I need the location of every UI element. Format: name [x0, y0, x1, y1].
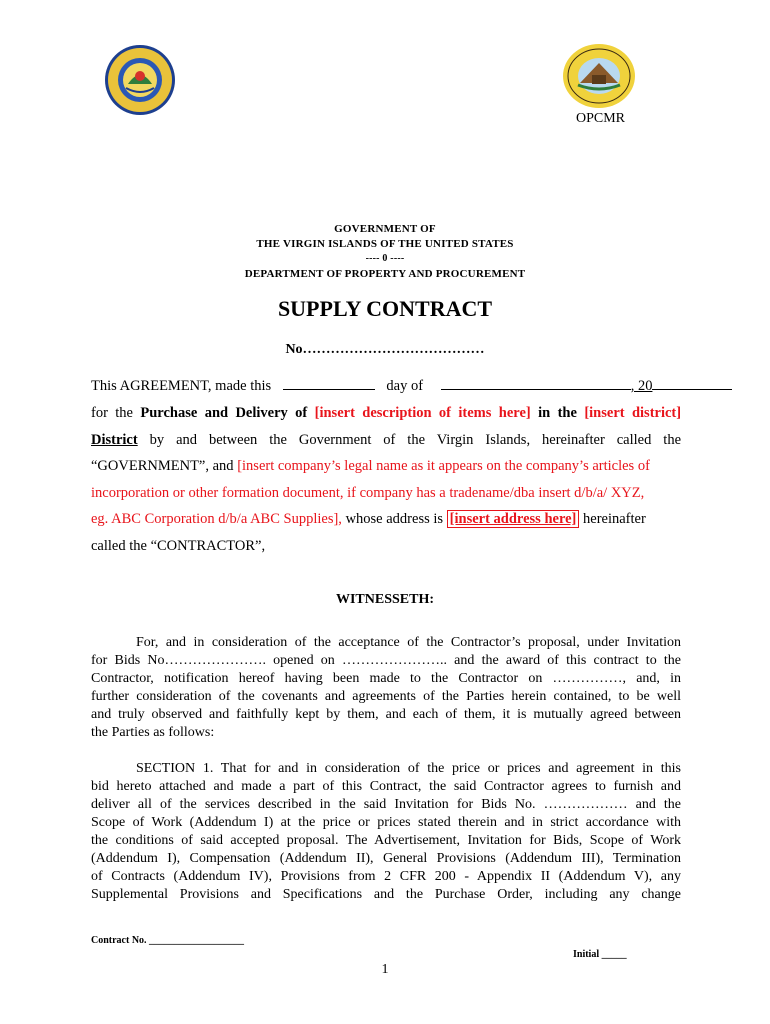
government-seal-icon: [104, 44, 176, 116]
witnesseth-heading: WITNESSETH:: [335, 592, 435, 607]
header-line-territory: THE VIRGIN ISLANDS OF THE UNITED STATES: [256, 238, 514, 250]
agreement-line-1: [91, 378, 681, 395]
agreement-text: for the: [91, 405, 133, 421]
paragraph-line: the conditions of said accepted proposal. The Advertisement, Invitation for Bids, Scope of Work: [91, 833, 681, 848]
address-placeholder[interactable]: [insert address here]: [447, 510, 580, 528]
contract-number-line: No…………………………………: [285, 342, 485, 357]
agreement-line-4: [91, 458, 681, 475]
agreement-text: This AGREEMENT, made this: [91, 378, 272, 394]
day-blank[interactable]: [283, 389, 375, 390]
paragraph-line: (Addendum I), Compensation (Addendum II), General Provisions (Addendum III), Termination: [91, 851, 681, 866]
items-description-placeholder[interactable]: [insert description of items here]: [314, 405, 531, 421]
district-placeholder[interactable]: [insert district]: [584, 405, 682, 421]
footer-initial: Initial _____: [573, 949, 627, 960]
company-name-placeholder-end[interactable]: eg. ABC Corporation d/b/a ABC Supplies],: [91, 511, 342, 527]
paragraph-line: Contractor, notification hereof having been made to the Contractor on ……………, and, in: [91, 671, 681, 686]
footer-contract-number: Contract No. ___________________: [91, 935, 245, 946]
paragraph-line: of Contracts (Addendum IV), Provisions from 2 CFR 200 - Appendix II (Addendum V), any: [91, 869, 681, 884]
month-blank[interactable]: [441, 389, 631, 390]
district-label: District: [91, 432, 138, 448]
agreement-line-5: [91, 485, 681, 502]
paragraph-line: for Bids No…………………. opened on ………………….. and the award of this contract to the: [91, 653, 681, 668]
document-title: SUPPLY CONTRACT: [277, 296, 493, 321]
paragraph-line: further consideration of the covenants and agreements of the Parties herein contained, to be well: [91, 689, 681, 704]
paragraph-consideration: [91, 634, 681, 742]
agreement-line-6: [91, 511, 681, 528]
paragraph-line: the Parties as follows:: [91, 725, 215, 740]
purchase-delivery-label: Purchase and Delivery of: [140, 405, 308, 421]
year-prefix: , 20: [630, 378, 653, 394]
agency-code: OPCMR: [576, 111, 626, 126]
agreement-text: “GOVERNMENT”, and: [91, 458, 234, 474]
agreement-text: day of: [386, 378, 424, 394]
paragraph-line: and truly observed and faithfully kept by them, and each of them, it is mutually agreed between: [91, 707, 681, 722]
agreement-text: by and between the Government of the Virgin Islands, hereinafter called the: [149, 432, 682, 448]
paragraph-line: bid hereto attached and made a part of this Contract, the said Contractor agrees to furnish and: [91, 779, 681, 794]
company-name-placeholder-continued[interactable]: incorporation or other formation document, if company has a tradename/dba insert d/b/a/ XYZ,: [91, 485, 645, 501]
header-line-department: DEPARTMENT OF PROPERTY AND PROCUREMENT: [244, 268, 526, 280]
paragraph-line: SECTION 1. That for and in consideration of the price or prices and agreement in this: [136, 761, 681, 776]
company-name-placeholder[interactable]: [insert company’s legal name as it appears on the company’s articles of: [237, 458, 650, 474]
paragraph-line: Supplemental Provisions and Specifications and the Purchase Order, including any change: [91, 887, 681, 902]
paragraph-line: Scope of Work (Addendum I) at the price or prices stated therein and in strict accordance with: [91, 815, 681, 830]
agreement-line-7: called the “CONTRACTOR”,: [91, 538, 266, 554]
agreement-line-2: [91, 405, 681, 422]
paragraph-line: deliver all of the services described in the said Invitation for Bids No. ……………… and the: [91, 797, 681, 812]
header-line-government: GOVERNMENT OF: [334, 223, 436, 235]
paragraph-section-1: [91, 760, 681, 904]
agreement-text: hereinafter: [583, 511, 646, 527]
agreement-text: whose address is: [345, 511, 444, 527]
page-number: 1: [381, 962, 389, 977]
header-separator: ---- 0 ----: [365, 253, 405, 264]
year-blank[interactable]: [652, 389, 732, 390]
paragraph-line: For, and in consideration of the acceptance of the Contractor’s proposal, under Invitation: [136, 635, 681, 650]
agreement-text: in the: [538, 405, 577, 421]
department-seal-icon: [562, 43, 636, 109]
agreement-line-3: [91, 432, 681, 449]
